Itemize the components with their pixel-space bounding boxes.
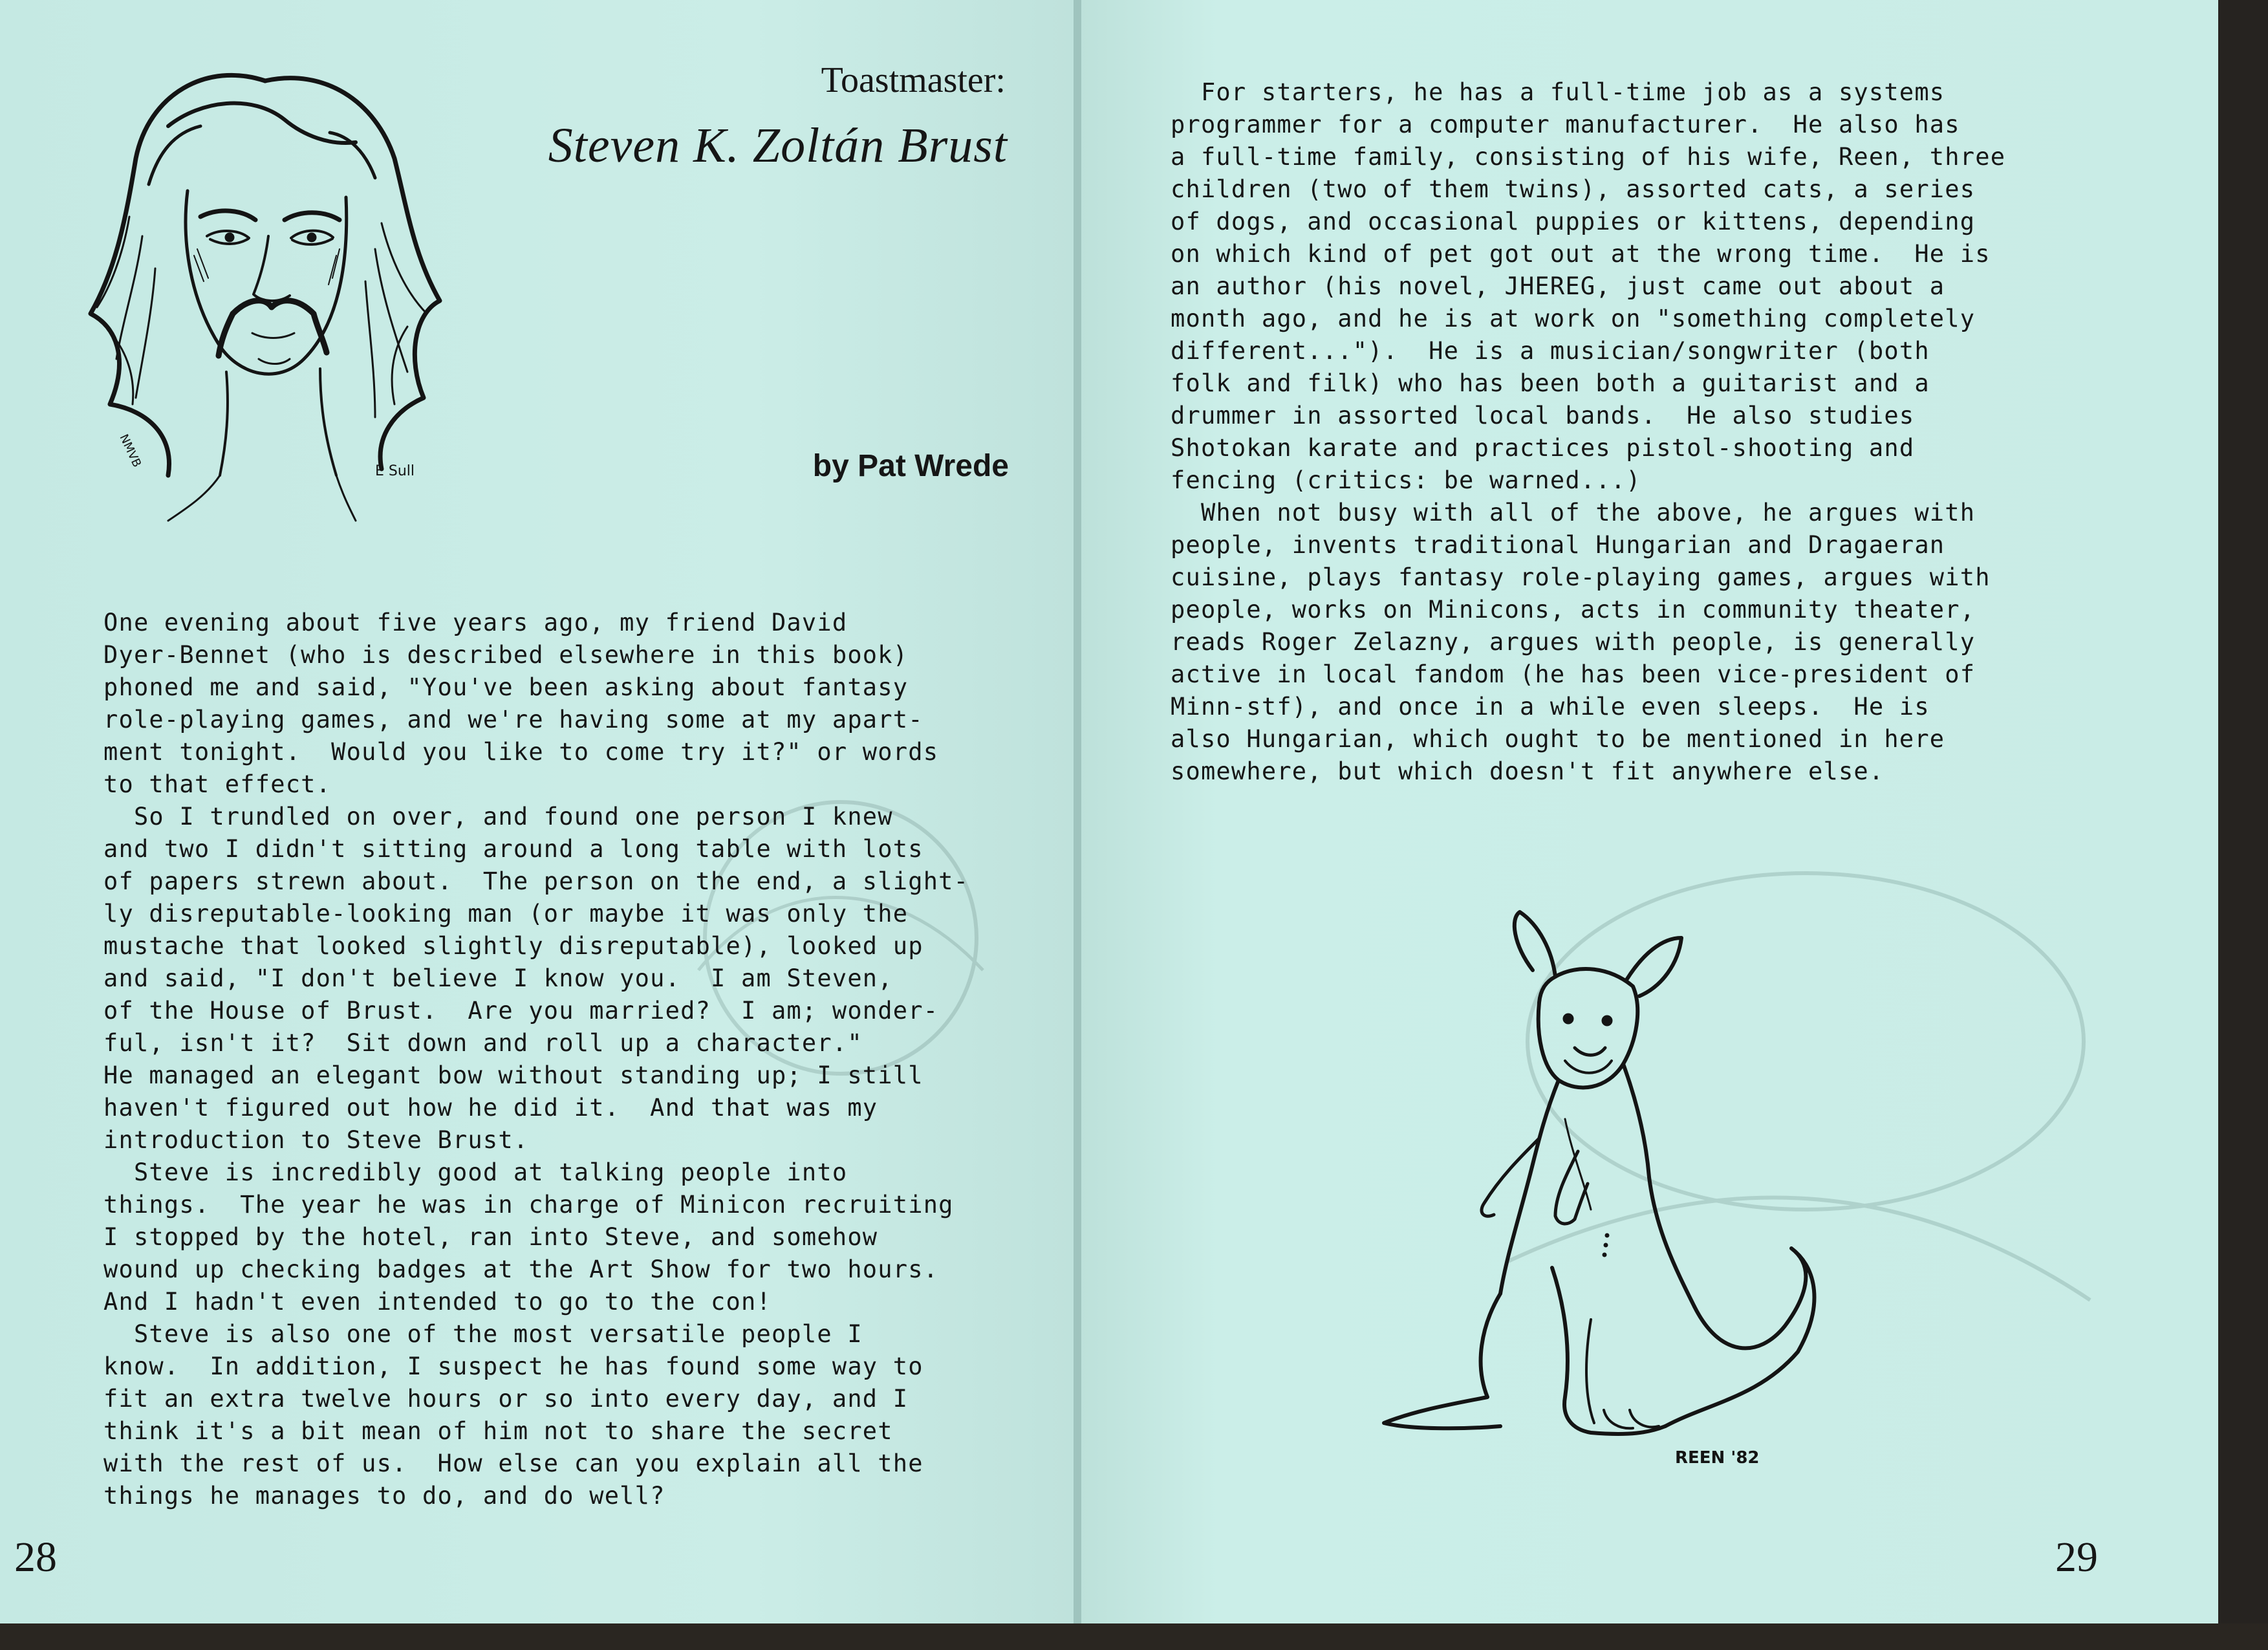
- kangaroo-illustration: [1371, 906, 1837, 1488]
- portrait-signature: E Sull: [375, 463, 415, 479]
- portrait-illustration: [71, 23, 459, 527]
- page-number-right: 29: [2055, 1534, 2098, 1581]
- scan-background-right: [2218, 0, 2268, 1650]
- left-body-text: One evening about five years ago, my friend David Dyer-Bennet (who is described elsewhere in this book) phoned me and said, "You've been asking about fantasy role-playing games, and we're having some at my apart- ment tonight. Would you like to come try it?" or words to that effect. So I trundled on over, and found one person I knew and two I didn't sitting around a long table with lots of papers strewn about. The person on the end, a slight- ly disreputable-looking man (or maybe it was only the mustache that looked slightly disreputable), looked up and said, "I don't believe I know you. I am Steven, of the House of Brust. Are you married? I am; wonder- ful, isn't it? Sit down and roll up a character." He managed an elegant bow without standing up; I still haven't figured out how he did it. And that was my introduction to Steve Brust. Steve is incredibly good at talking people into things. The year he was in charge of Minicon recruiting I stopped by the hotel, ran into Steve, and somehow wound up checking badges at the Art Show for two hours. And I hadn't even intended to go to the con! Steve is also one of the most versatile people I know. In addition, I suspect he has found some way to fit an extra twelve hours or so into every day, and I think it's a bit mean of him not to share the secret with the rest of us. How else can you explain all the things he manages to do, and do well?: [103, 609, 969, 1510]
- page-number-left: 28: [14, 1534, 57, 1581]
- section-label: Toastmaster:: [821, 60, 1006, 100]
- right-body-text: For starters, he has a full-time job as a systems programmer for a computer manufacturer. He also has a full-time family, consisting of his wife, Reen, three children (two of them twins), assorted cats, a series of dogs, and occasional puppies or kittens, depending on which kind of pet got out at the wrong time. He is an author (his novel, JHEREG, just came out about a month ago, and he is at work on "something completely different..."). He is a musician/songwriter (both folk and filk) who has been both a guitarist and a drummer in assorted local bands. He also studies Shotokan karate and practices pistol-shooting and fencing (critics: be warned...) When not busy with all of the above, he argues with people, invents traditional Hungarian and Dragaeran cuisine, plays fantasy role-playing games, argues with people, works on Minicons, acts in community theater, reads Roger Zelazny, argues with people, is generally active in local fandom (he has been vice-president of Minn-stf), and once in a while even sleeps. He is also Hungarian, which ought to be mentioned in here somewhere, but which doesn't fit anywhere else.: [1171, 78, 2006, 785]
- scan-background-bottom: [0, 1623, 2268, 1650]
- gutter: [1074, 0, 1081, 1623]
- author-byline: by Pat Wrede: [812, 449, 1009, 483]
- left-page: [0, 0, 1074, 1623]
- kangaroo-signature: REEN '82: [1675, 1448, 1760, 1468]
- portrait-sidemark: NMVB: [116, 432, 144, 470]
- article-title: Steven K. Zoltán Brust: [548, 118, 1008, 173]
